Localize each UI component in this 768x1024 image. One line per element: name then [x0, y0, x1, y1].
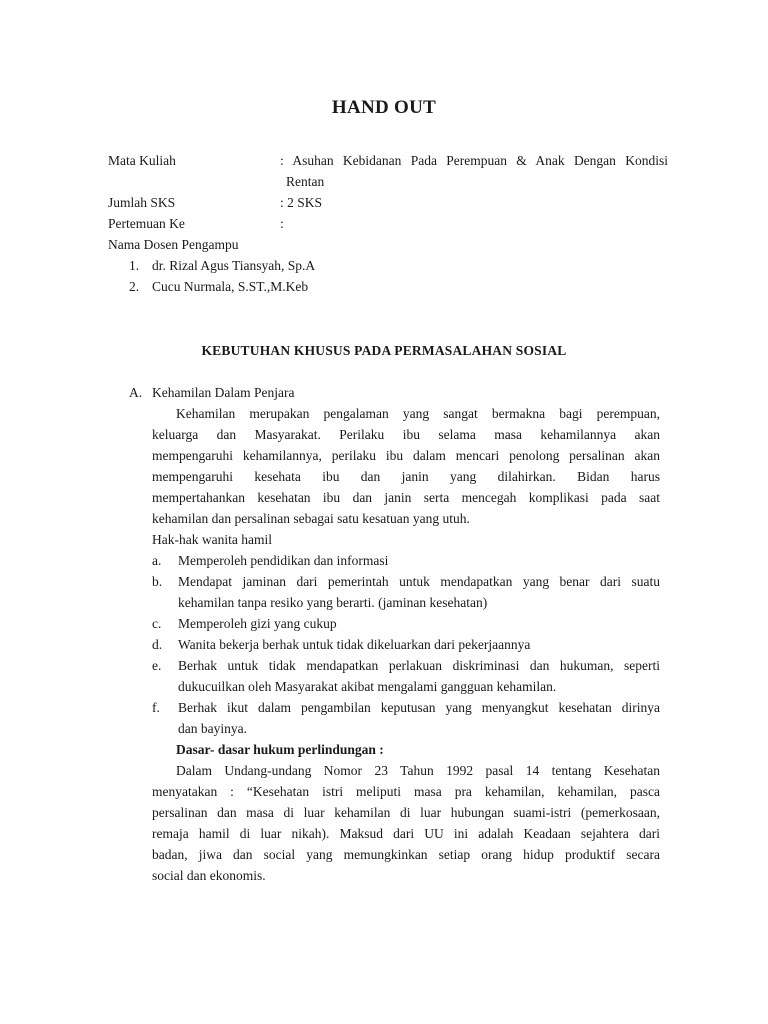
sks-row	[108, 192, 668, 213]
list-line: Wanita bekerja berhak untuk tidak dikeluarkan dari pekerjaannya	[178, 637, 531, 652]
paragraph-line: social dan ekonomis.	[152, 868, 266, 883]
lecturer-name: dr. Rizal Agus Tiansyah, Sp.A	[152, 258, 316, 273]
paragraph-line: mempengaruhi kehamilannya, perilaku ibu dalam mencari penolong persalinan akan	[152, 448, 660, 463]
lecturer-item	[129, 255, 315, 276]
paragraph-line: badan, jiwa dan social yang memungkinkan setiap orang hidup produktif secara	[152, 847, 660, 862]
paragraph-line: remaja hamil di luar nikah). Maksud dari UU ini adalah Keadaan sejahtera dari	[152, 826, 660, 841]
meeting-label: Pertemuan Ke	[108, 216, 185, 231]
rights-heading: Hak-hak wanita hamil	[152, 532, 272, 547]
list-text	[178, 613, 660, 634]
subsection-title: Kehamilan Dalam Penjara	[152, 385, 295, 400]
lecturer-number: 2.	[129, 279, 140, 294]
list-text	[178, 571, 660, 613]
paragraph-line: mempengaruhi kesehata ibu dan janin yang dilahirkan. Bidan harus	[152, 469, 660, 484]
list-item	[152, 634, 660, 655]
lecturer-label-row	[108, 234, 668, 255]
course-meta	[108, 150, 668, 255]
rights-list	[152, 550, 660, 739]
list-item	[152, 697, 660, 739]
paragraph-line: Kehamilan merupakan pengalaman yang sangat bermakna bagi perempuan,	[176, 406, 660, 421]
intro-paragraph	[152, 403, 660, 529]
list-line: dan bayinya.	[178, 721, 247, 736]
list-text	[178, 655, 660, 697]
legal-paragraph	[152, 760, 660, 886]
list-line: Memperoleh pendidikan dan informasi	[178, 553, 389, 568]
list-letter: d.	[152, 637, 163, 652]
list-item	[152, 550, 660, 571]
list-letter: c.	[152, 616, 162, 631]
course-value-cont: Rentan	[286, 174, 325, 189]
lecturer-label: Nama Dosen Pengampu	[108, 237, 239, 252]
paragraph-line: keluarga dan Masyarakat. Perilaku ibu selama masa kehamilannya akan	[152, 427, 660, 442]
meeting-row	[108, 213, 668, 234]
legal-heading: Dasar- dasar hukum perlindungan :	[176, 742, 384, 757]
list-letter: e.	[152, 658, 162, 673]
paragraph-line: Dalam Undang-undang Nomor 23 Tahun 1992 pasal 14 tentang Kesehatan	[176, 763, 660, 778]
list-letter: f.	[152, 700, 160, 715]
subsection-letter: A.	[129, 385, 143, 400]
paragraph-line: menyatakan : “Kesehatan istri meliputi masa pra kehamilan, kehamilan, pasca	[152, 784, 660, 799]
meeting-value: :	[280, 216, 284, 231]
paragraph-line: persalinan dan masa di luar kehamilan di luar hubungan suami-istri (pemerkosaan,	[152, 805, 660, 820]
list-line: dukucuilkan oleh Masyarakat akibat mengalami gangguan kehamilan.	[178, 679, 557, 694]
list-text	[178, 697, 660, 739]
list-line: kehamilan tanpa resiko yang berarti. (jaminan kesehatan)	[178, 595, 488, 610]
list-line: Berhak ikut dalam pengambilan keputusan yang menyangkut kesehatan dirinya	[178, 700, 660, 715]
list-text	[178, 634, 660, 655]
list-item	[152, 613, 660, 634]
course-value: : Asuhan Kebidanan Pada Perempuan & Anak Dengan Kondisi	[280, 153, 668, 168]
list-line: Berhak untuk tidak mendapatkan perlakuan diskriminasi dan hukuman, seperti	[178, 658, 660, 673]
lecturer-item	[129, 276, 315, 297]
list-line: Memperoleh gizi yang cukup	[178, 616, 337, 631]
section-title: KEBUTUHAN KHUSUS PADA PERMASALAHAN SOSIAL	[201, 343, 567, 358]
lecturer-name: Cucu Nurmala, S.ST.,M.Keb	[152, 279, 309, 294]
page-title: HAND OUT	[331, 97, 437, 118]
list-item	[152, 655, 660, 697]
paragraph-line: kehamilan dan persalinan sebagai satu kesatuan yang utuh.	[152, 511, 470, 526]
sks-label: Jumlah SKS	[108, 195, 176, 210]
list-letter: b.	[152, 574, 163, 589]
list-text	[178, 550, 660, 571]
paragraph-line: mempertahankan kesehatan ibu dan janin serta mencegah komplikasi pada saat	[152, 490, 660, 505]
sks-value: : 2 SKS	[280, 195, 323, 210]
list-letter: a.	[152, 553, 162, 568]
lecturer-list	[129, 255, 315, 297]
course-row	[108, 150, 668, 171]
list-line: Mendapat jaminan dari pemerintah untuk mendapatkan yang benar dari suatu	[178, 574, 660, 589]
subsection-heading	[129, 382, 294, 403]
course-label: Mata Kuliah	[108, 153, 176, 168]
lecturer-number: 1.	[129, 258, 140, 273]
list-item	[152, 571, 660, 613]
